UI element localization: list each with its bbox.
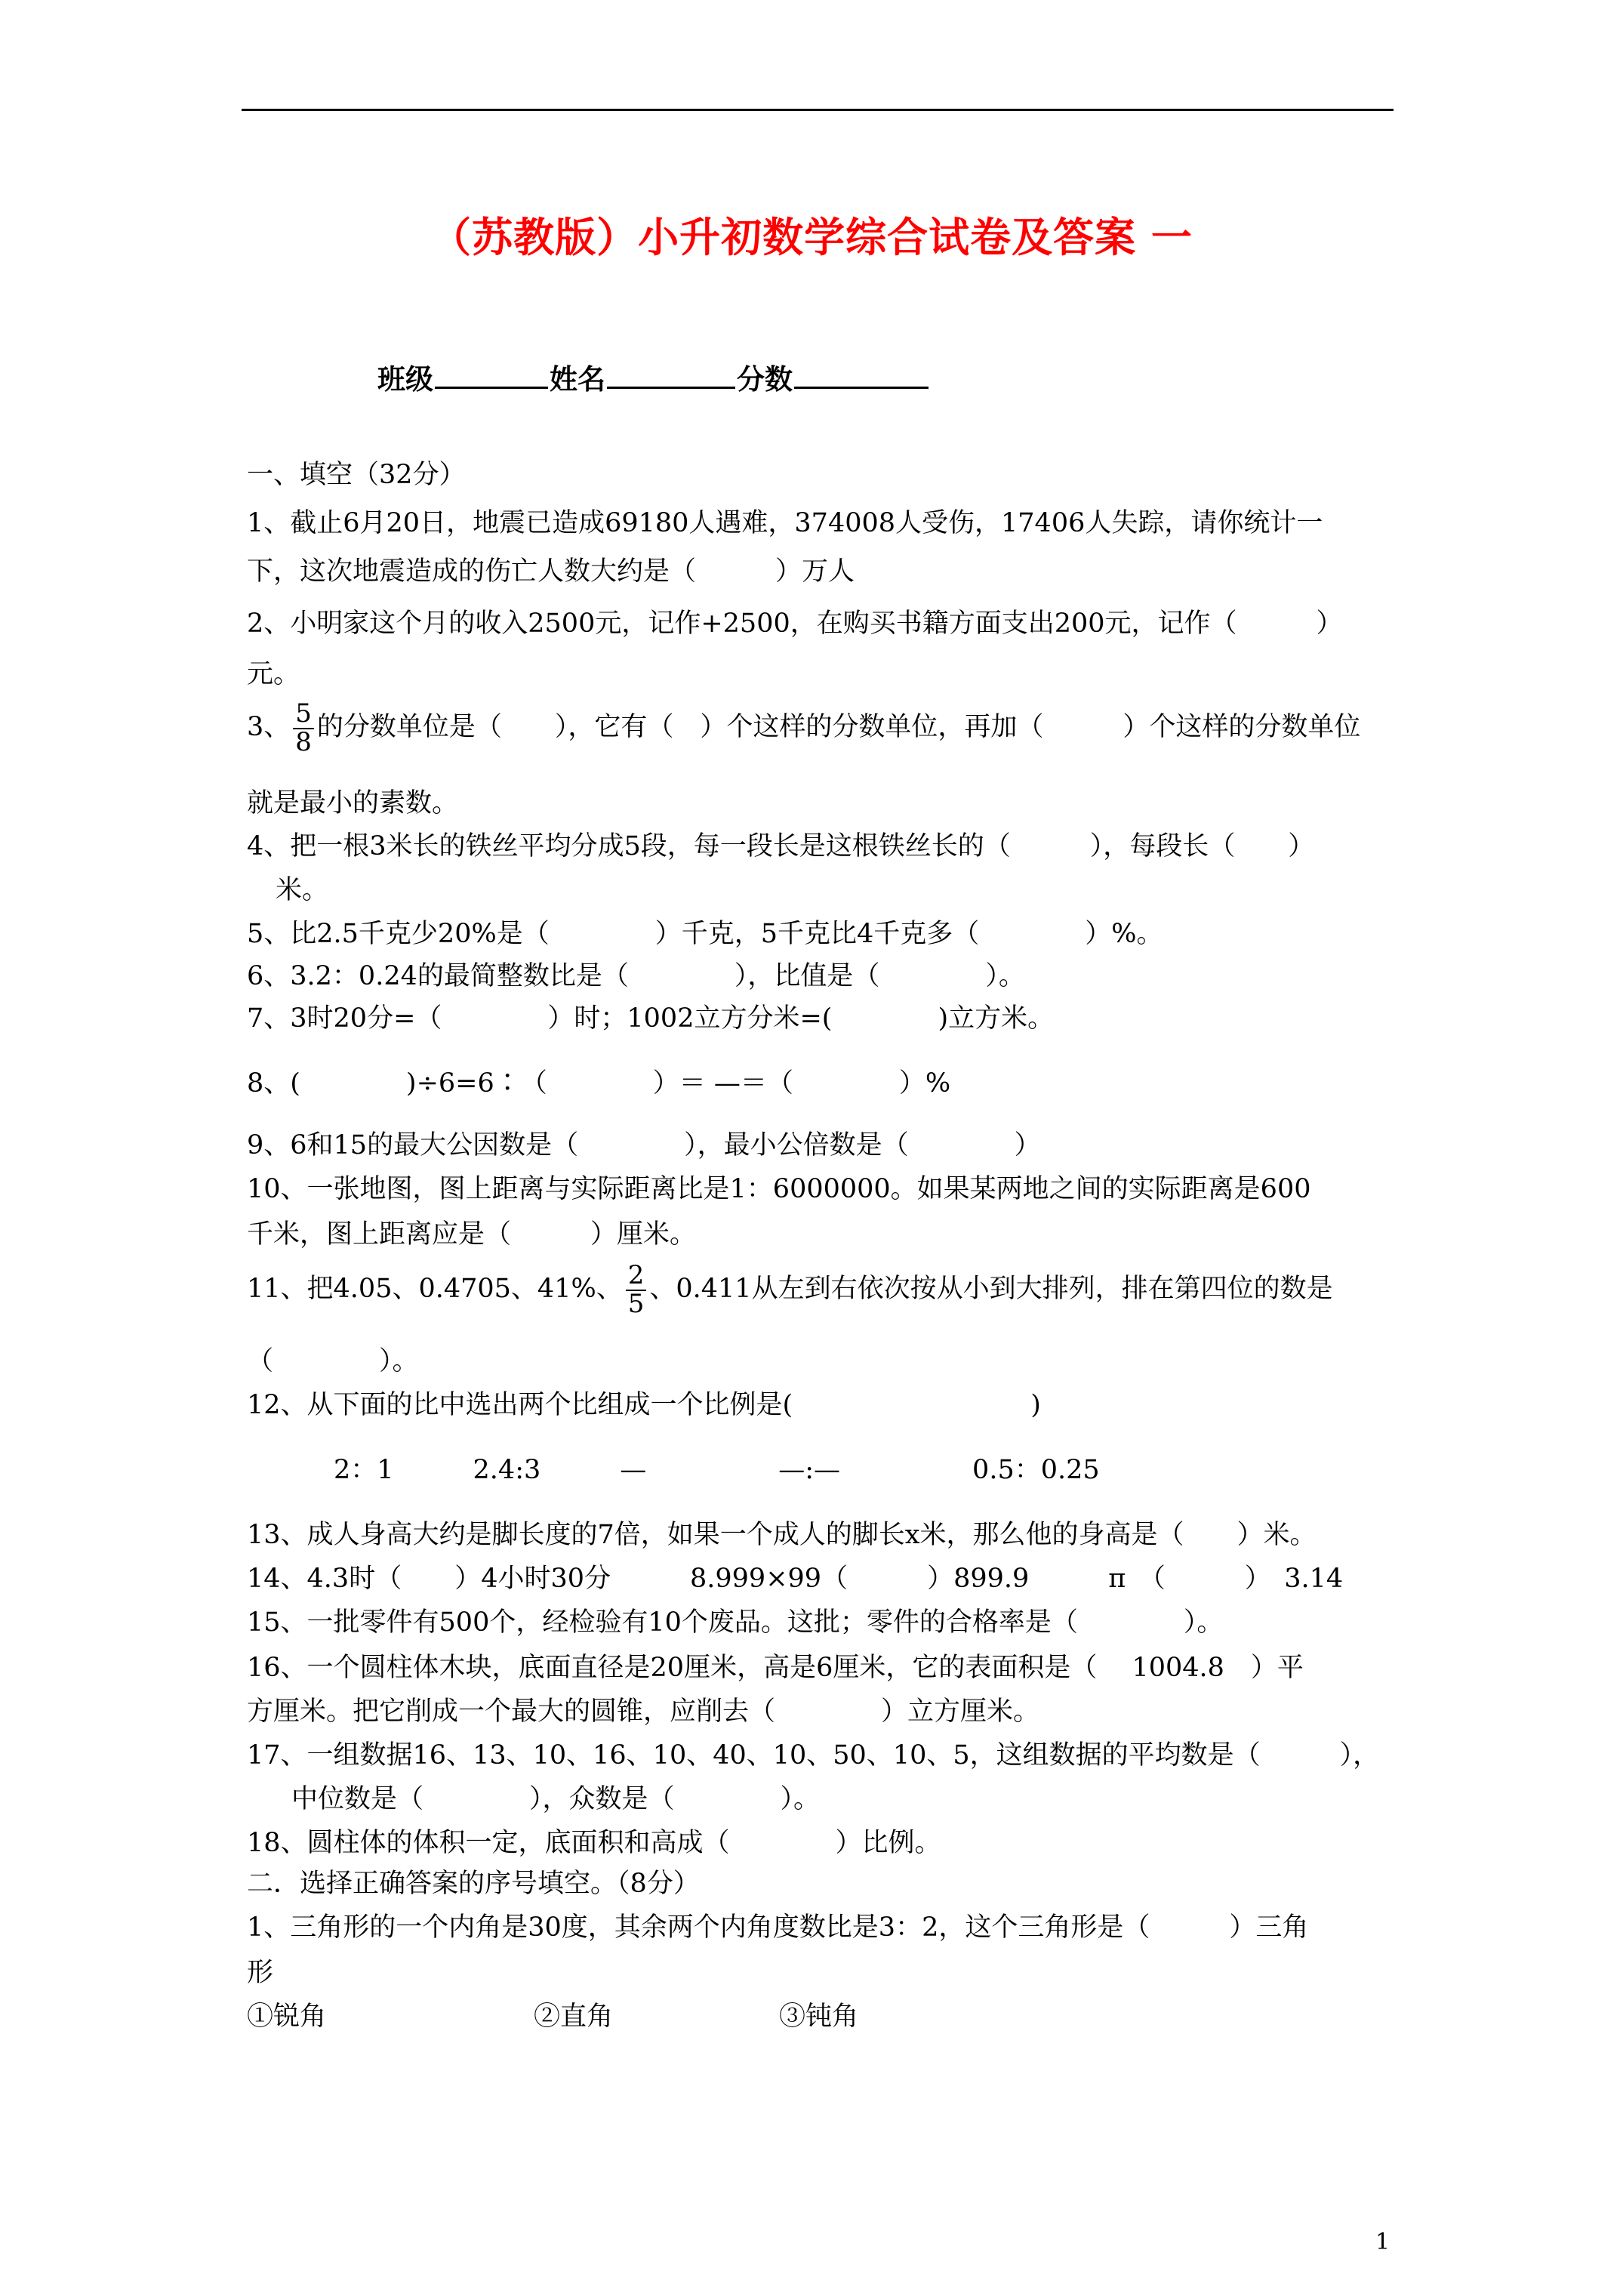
q16-line2: 方厘米。把它削成一个最大的圆锥，应削去（ ）立方厘米。 (247, 1697, 1040, 1727)
q11-text: 、0.411从左到右依次按从小到大排列，排在第四位的数是 (649, 1274, 1333, 1305)
q3-prefix: 3、 (247, 712, 291, 743)
q3-fraction (293, 698, 314, 757)
q3-numerator: 5 (293, 701, 314, 729)
q14-line: 14、4.3时（ ）4小时30分 8.999×99（ ）899.9 π （ ） 3.14 (247, 1564, 1344, 1594)
q1-line2: 下，这次地震造成的伤亡人数大约是（ ）万人 (247, 556, 855, 587)
name-blank (607, 364, 735, 389)
page-number: 1 (1375, 2229, 1390, 2255)
s2-q1-option-c: ③钝角 (779, 2002, 859, 2032)
q9-line: 9、6和15的最大公因数是（ ），最小公倍数是（ ） (247, 1130, 1041, 1160)
q11-line2: （ ）。 (247, 1346, 419, 1376)
score-blank (794, 364, 929, 389)
section1-heading: 一、填空（32分） (247, 460, 466, 490)
q11-fraction (626, 1262, 647, 1318)
q11-prefix: 11、把4.05、0.4705、41%、 (247, 1274, 623, 1305)
q10-line1: 10、一张地图，图上距离与实际距离比是1：6000000。如果某两地之间的实际距离是600 (247, 1174, 1311, 1204)
score-label: 分数 (737, 362, 793, 396)
class-label: 班级 (377, 362, 433, 396)
q17-line2: 中位数是（ ），众数是（ ）。 (291, 1784, 821, 1814)
q5-line: 5、比2.5千克少20%是（ ）千克，5千克比4千克多（ ）%。 (247, 919, 1163, 949)
q8-line: 8、( )÷6=6∶（ ）＝ —＝（ ）% (247, 1068, 951, 1099)
header-rule (242, 109, 1394, 111)
section2-heading: 二．选择正确答案的序号填空。（8分） (247, 1869, 700, 1899)
student-info-line (377, 356, 930, 397)
q6-line: 6、3.2：0.24的最简整数比是（ ），比值是（ ）。 (247, 961, 1025, 991)
q11-denominator: 5 (627, 1288, 645, 1319)
q16-line1: 16、一个圆柱体木块，底面直径是20厘米，高是6厘米，它的表面积是（ 1004.8 ）平 (247, 1653, 1304, 1683)
q4-line1: 4、把一根3米长的铁丝平均分成5段，每一段长是这根铁丝长的（ ），每段长（ ） (247, 831, 1315, 861)
q18-line: 18、圆柱体的体积一定，底面积和高成（ ）比例。 (247, 1828, 941, 1858)
class-blank (435, 364, 548, 389)
q3-text: 的分数单位是（ ），它有（ ）个这样的分数单位，再加（ ）个这样的分数单位 (316, 712, 1361, 743)
q3-line2: 就是最小的素数。 (247, 788, 459, 818)
s2-q1-line2: 形 (247, 1958, 274, 1988)
q2-line1: 2、小明家这个月的收入2500元，记作+2500，在购买书籍方面支出200元，记作（ ） (247, 609, 1343, 639)
q2-line2: 元。 (247, 659, 300, 689)
q12-line: 12、从下面的比中选出两个比组成一个比例是( ) (247, 1390, 1041, 1420)
s2-q1-line1: 1、三角形的一个内角是30度，其余两个内角度数比是3：2，这个三角形是（ ）三角 (247, 1912, 1309, 1943)
q1-line1: 1、截止6月20日，地震已造成69180人遇难，374008人受伤，17406人失踪，请你统计一 (247, 508, 1323, 538)
q10-line2: 千米，图上距离应是（ ）厘米。 (247, 1219, 697, 1250)
s2-q1-option-b: ②直角 (534, 2002, 614, 2032)
q3-line1 (247, 698, 1361, 757)
q4-line2: 米。 (276, 875, 329, 905)
name-label: 姓名 (550, 362, 605, 396)
q13-line: 13、成人身高大约是脚长度的7倍，如果一个成人的脚长x米，那么他的身高是（ ）米。 (247, 1520, 1317, 1550)
q17-line1: 17、一组数据16、13、10、16、10、40、10、50、10、5，这组数据的平均数是（ ）， (247, 1740, 1380, 1771)
q3-denominator: 8 (295, 726, 312, 757)
q7-line: 7、3时20分=（ ）时；1002立方分米=( )立方米。 (247, 1003, 1055, 1034)
exam-title: （苏教版）小升初数学综合试卷及答案 一 (430, 213, 1193, 261)
q12-options: 2：1 2.4:3 — —:— 0.5：0.25 (334, 1455, 1100, 1485)
q11-numerator: 2 (626, 1262, 647, 1291)
q11-line1 (247, 1262, 1333, 1318)
s2-q1-option-a: ①锐角 (247, 2002, 327, 2032)
q15-line: 15、一批零件有500个，经检验有10个废品。这批；零件的合格率是（ ）。 (247, 1607, 1224, 1638)
